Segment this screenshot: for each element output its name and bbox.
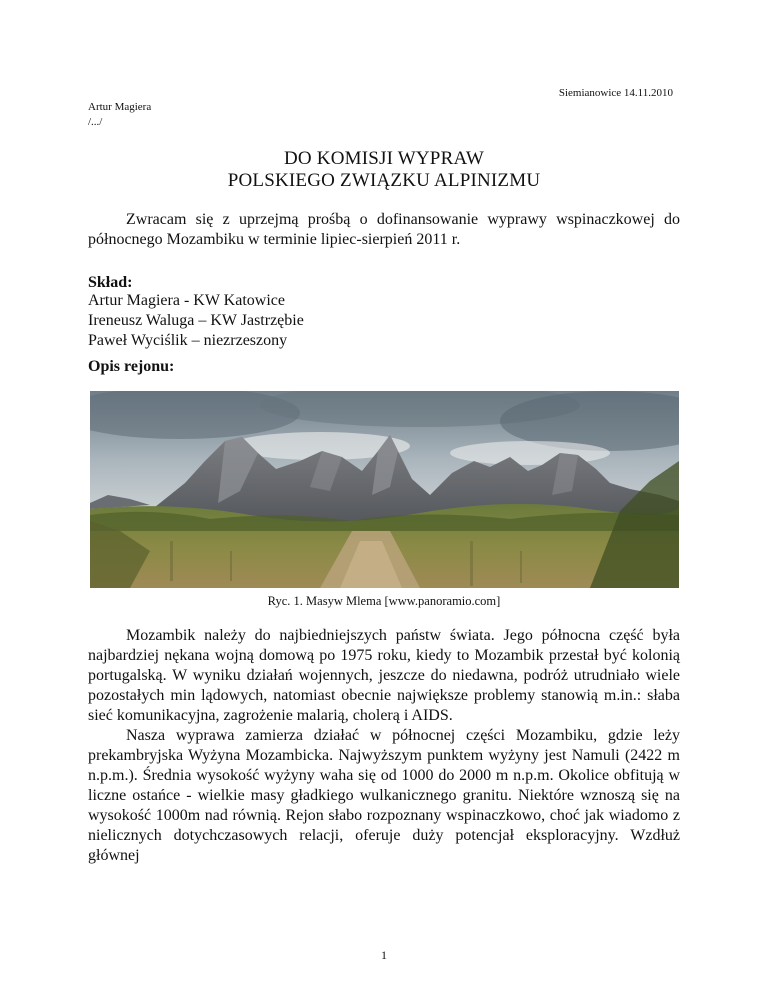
- team-member: Paweł Wyciślik – niezrzeszony: [88, 332, 288, 349]
- region-heading: Opis rejonu:: [88, 358, 175, 375]
- page-number: 1: [381, 948, 387, 962]
- document-title: [0, 148, 768, 192]
- place-date: Siemianowice 14.11.2010: [558, 87, 673, 99]
- title-line-2: POLSKIEGO ZWIĄZKU ALPINIZMU: [227, 170, 541, 191]
- title-line-1: DO KOMISJI WYPRAW: [284, 148, 484, 169]
- team-member: Artur Magiera - KW Katowice: [88, 292, 285, 309]
- address-placeholder: /.../: [88, 116, 103, 128]
- team-heading: Skład:: [88, 274, 133, 291]
- body-paragraph: Nasza wyprawa zamierza działać w północnej części Mozambiku, gdzie leży prekambryjska Wyżyna Mozambicka. Najwyższym punktem wyżyny jest Namuli (2422 m n.p.m.). Średnia wysokość wyżyny waha się od 1000 do 2000 m n.p.m. Okolice obfitują w liczne ostańce - wielkie masy gładkiego wulkanicznego granitu. Niektóre wznoszą się na wysokość 1000m nad równią. Rejon słabo rozpoznany wspinaczkowo, choć jak wiadomo z nielicznych dotychczasowych relacji, oferuje duży potencjał eksploracyjny. Wzdłuż głównej: [88, 727, 680, 864]
- figure-caption: Ryc. 1. Masyw Mlema [www.panoramio.com]: [267, 594, 501, 608]
- team-list: [88, 291, 680, 351]
- intro-paragraph: Zwracam się z uprzejmą prośbą o dofinansowanie wyprawy wspinaczkowej do północnego Mozambiku w terminie lipiec-sierpień 2011 r.: [88, 211, 680, 248]
- author-name: Artur Magiera: [88, 101, 152, 113]
- body-text: [88, 626, 680, 866]
- mountain-photo: [90, 391, 679, 588]
- team-member: Ireneusz Waluga – KW Jastrzębie: [88, 312, 304, 329]
- mlema-massif-image: [90, 391, 679, 588]
- body-paragraph: Mozambik należy do najbiedniejszych państw świata. Jego północna część była najbardziej nękana wojną domową po 1975 roku, kiedy to Mozambik przestał być kolonią portugalską. W wyniku działań wojennych, jeszcze do niedawna, podróż utrudniało wiele pozostałych min lądowych, natomiast obecnie największe problemy stanowią m.in.: słaba sieć komunikacyjna, zagrożenie malarią, cholerą i AIDS.: [88, 627, 680, 724]
